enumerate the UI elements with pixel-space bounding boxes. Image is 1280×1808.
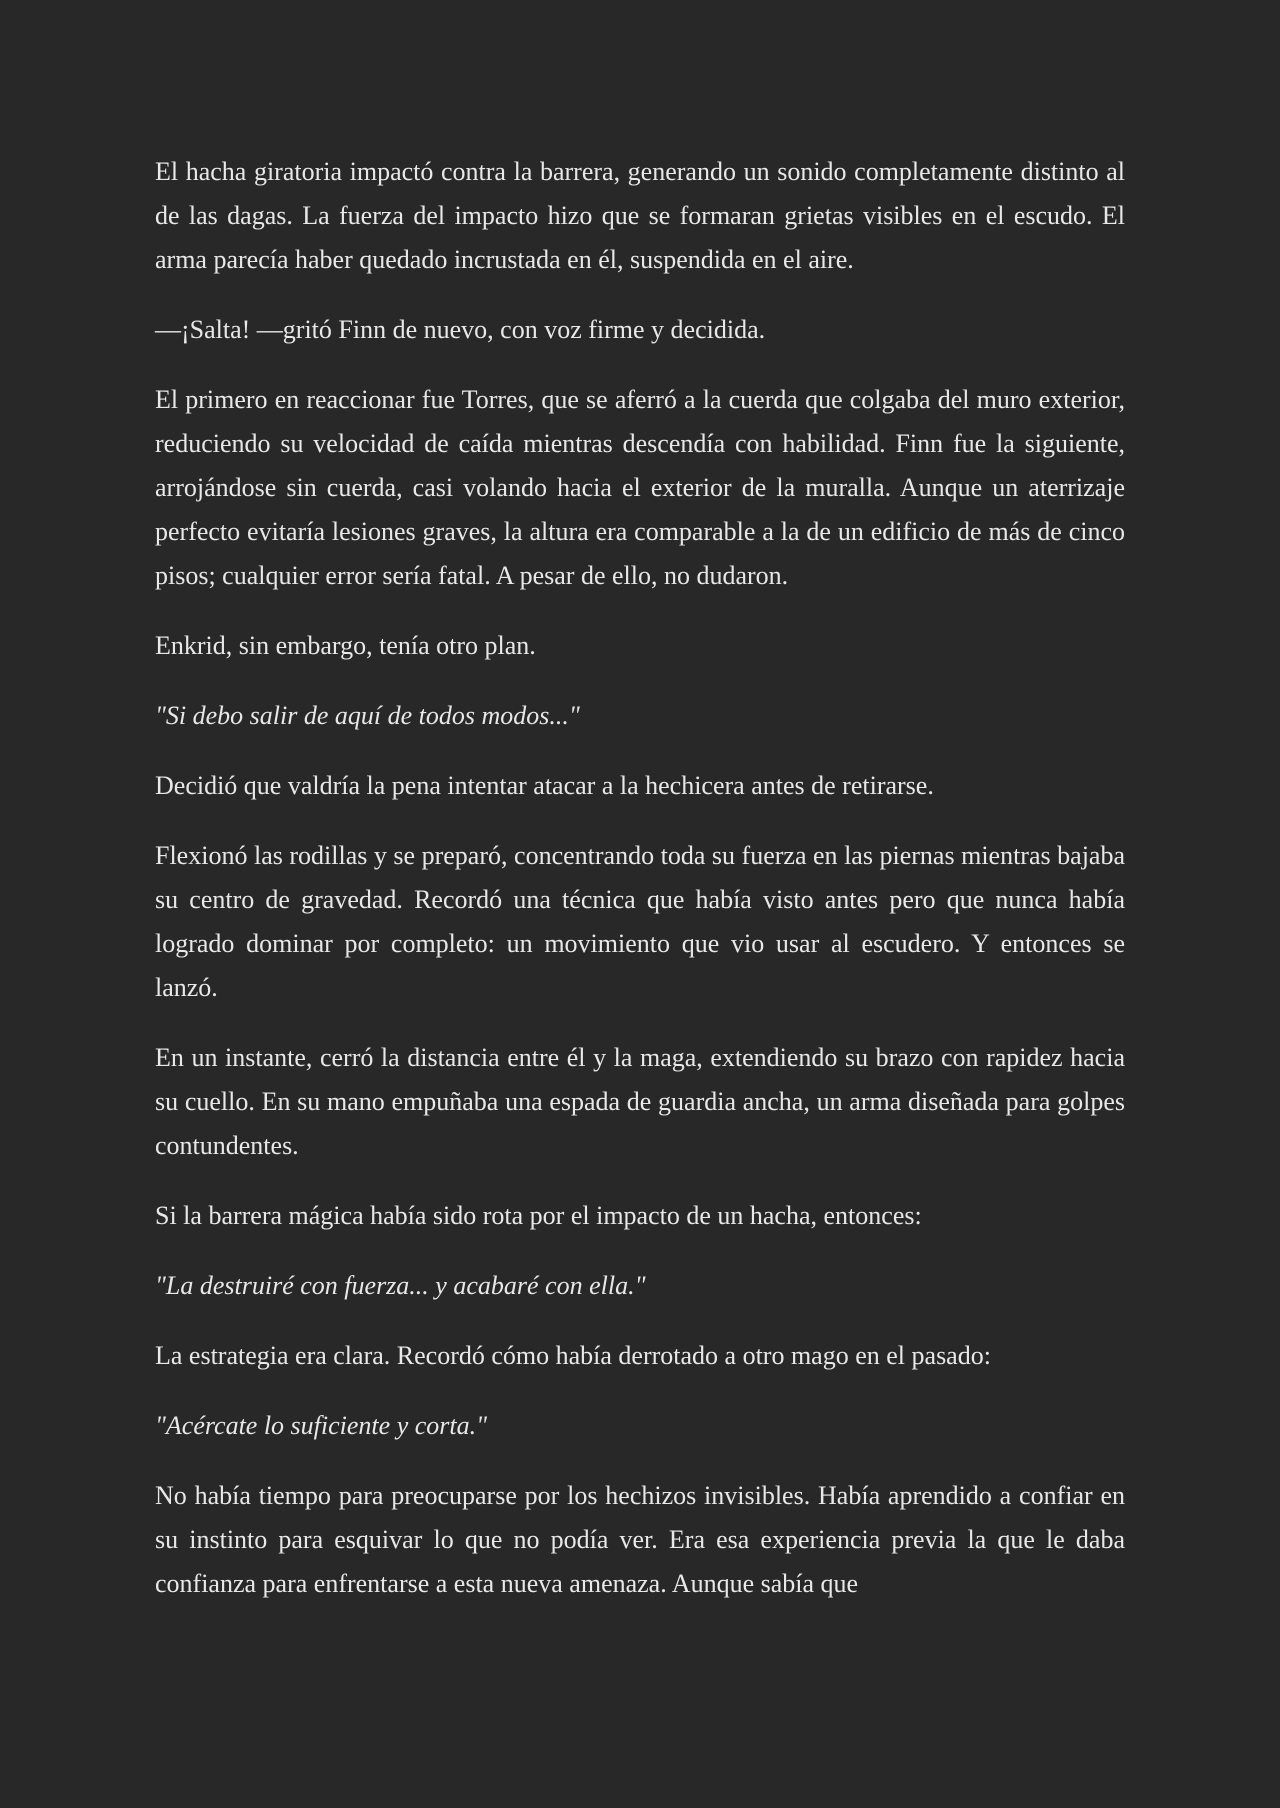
reader-content [155,150,1125,1606]
paragraph: En un instante, cerró la distancia entre él y la maga, extendiendo su brazo con rapidez hacia su cuello. En su mano empuñaba una espada de guardia ancha, un arma diseñada para golpes contundentes. [155,1043,1125,1160]
paragraph: Decidió que valdría la pena intentar atacar a la hechicera antes de retirarse. [155,771,934,800]
thought-paragraph: "Acércate lo suficiente y corta." [155,1411,488,1440]
paragraph: Si la barrera mágica había sido rota por el impacto de un hacha, entonces: [155,1201,922,1230]
paragraph: Enkrid, sin embargo, tenía otro plan. [155,631,536,660]
paragraph: La estrategia era clara. Recordó cómo había derrotado a otro mago en el pasado: [155,1341,991,1370]
dialogue-paragraph: —¡Salta! —gritó Finn de nuevo, con voz firme y decidida. [155,315,766,344]
paragraph: No había tiempo para preocuparse por los hechizos invisibles. Había aprendido a confiar en su instinto para esquivar lo que no podía ver. Era esa experiencia previa la que le daba confianza para enfrentarse a esta nueva amenaza. Aunque sabía que [155,1481,1125,1598]
thought-paragraph: "Si debo salir de aquí de todos modos..." [155,701,580,730]
paragraph: Flexionó las rodillas y se preparó, concentrando toda su fuerza en las piernas mientras bajaba su centro de gravedad. Recordó una técnica que había visto antes pero que nunca había logrado dominar por completo: un movimiento que vio usar al escudero. Y entonces se lanzó. [155,841,1125,1002]
paragraph: El hacha giratoria impactó contra la barrera, generando un sonido completamente distinto al de las dagas. La fuerza del impacto hizo que se formaran grietas visibles en el escudo. El arma parecía haber quedado incrustada en él, suspendida en el aire. [155,157,1125,274]
paragraph: El primero en reaccionar fue Torres, que se aferró a la cuerda que colgaba del muro exterior, reduciendo su velocidad de caída mientras descendía con habilidad. Finn fue la siguiente, arrojándose sin cuerda, casi volando hacia el exterior de la muralla. Aunque un aterrizaje perfecto evitaría lesiones graves, la altura era comparable a la de un edificio de más de cinco pisos; cualquier error sería fatal. A pesar de ello, no dudaron. [155,385,1125,590]
thought-paragraph: "La destruiré con fuerza... y acabaré con ella." [155,1271,646,1300]
